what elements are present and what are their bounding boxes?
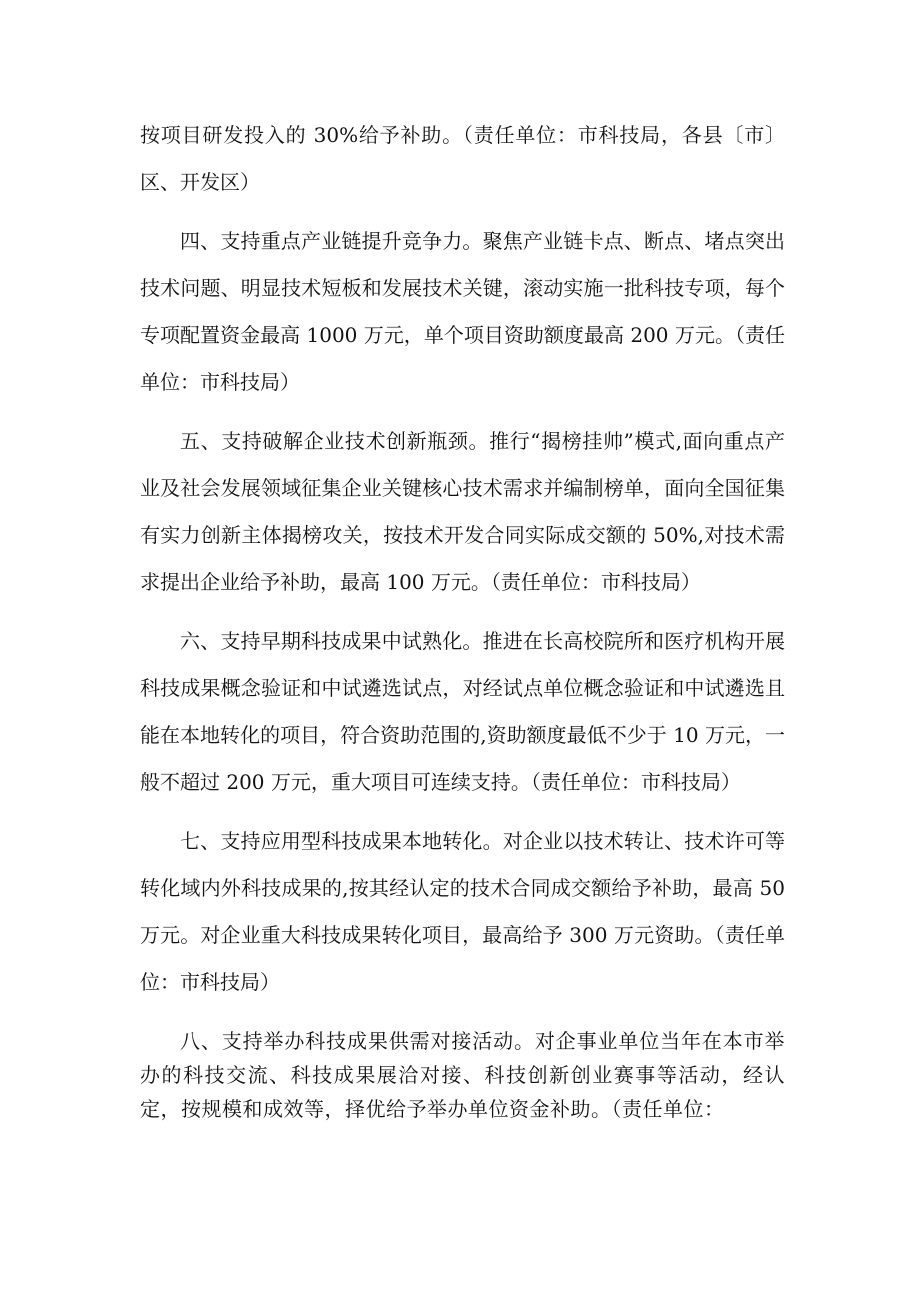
paragraph-item-6: 六、支持早期科技成果中试熟化。推进在长高校院所和医疗机构开展科技成果概念验证和中试遴选试点，对经试点单位概念验证和中试遴选且能在本地转化的项目，符合资助范围的,资助额度最低不少于 10 万元，一般不超过 200 万元，重大项目可连续支持。（责任单位：市科技局）: [140, 629, 785, 794]
paragraph-item-4: 四、支持重点产业链提升竞争力。聚焦产业链卡点、断点、堵点突出技术问题、明显技术短板和发展技术关键，滚动实施一批科技专项，每个专项配置资金最高 1000 万元，单个项目资助额度最高 200 万元。（责任单位：市科技局）: [140, 229, 785, 394]
document-body: [140, 112, 785, 1138]
paragraph-item-5: 五、支持破解企业技术创新瓶颈。推行“揭榜挂帅”模式,面向重点产业及社会发展领域征集企业关键核心技术需求并编制榜单，面向全国征集有实力创新主体揭榜攻关，按技术开发合同实际成交额的 50%,对技术需求提出企业给予补助，最高 100 万元。（责任单位：市科技局）: [140, 429, 785, 594]
paragraph-continuation: 按项目研发投入的 30%给予补助。（责任单位：市科技局，各县〔市〕区、开发区）: [140, 123, 785, 194]
paragraph-item-7: 七、支持应用型科技成果本地转化。对企业以技术转让、技术许可等转化域内外科技成果的,按其经认定的技术合同成交额给予补助，最高 50 万元。对企业重大科技成果转化项目，最高给予 300 万元资助。（责任单位：市科技局）: [140, 829, 785, 994]
paragraph-item-8: 八、支持举办科技成果供需对接活动。对企事业单位当年在本市举办的科技交流、科技成果展洽对接、科技创新创业赛事等活动，经认定，按规模和成效等，择优给予举办单位资金补助。（责任单位：: [140, 1029, 785, 1121]
